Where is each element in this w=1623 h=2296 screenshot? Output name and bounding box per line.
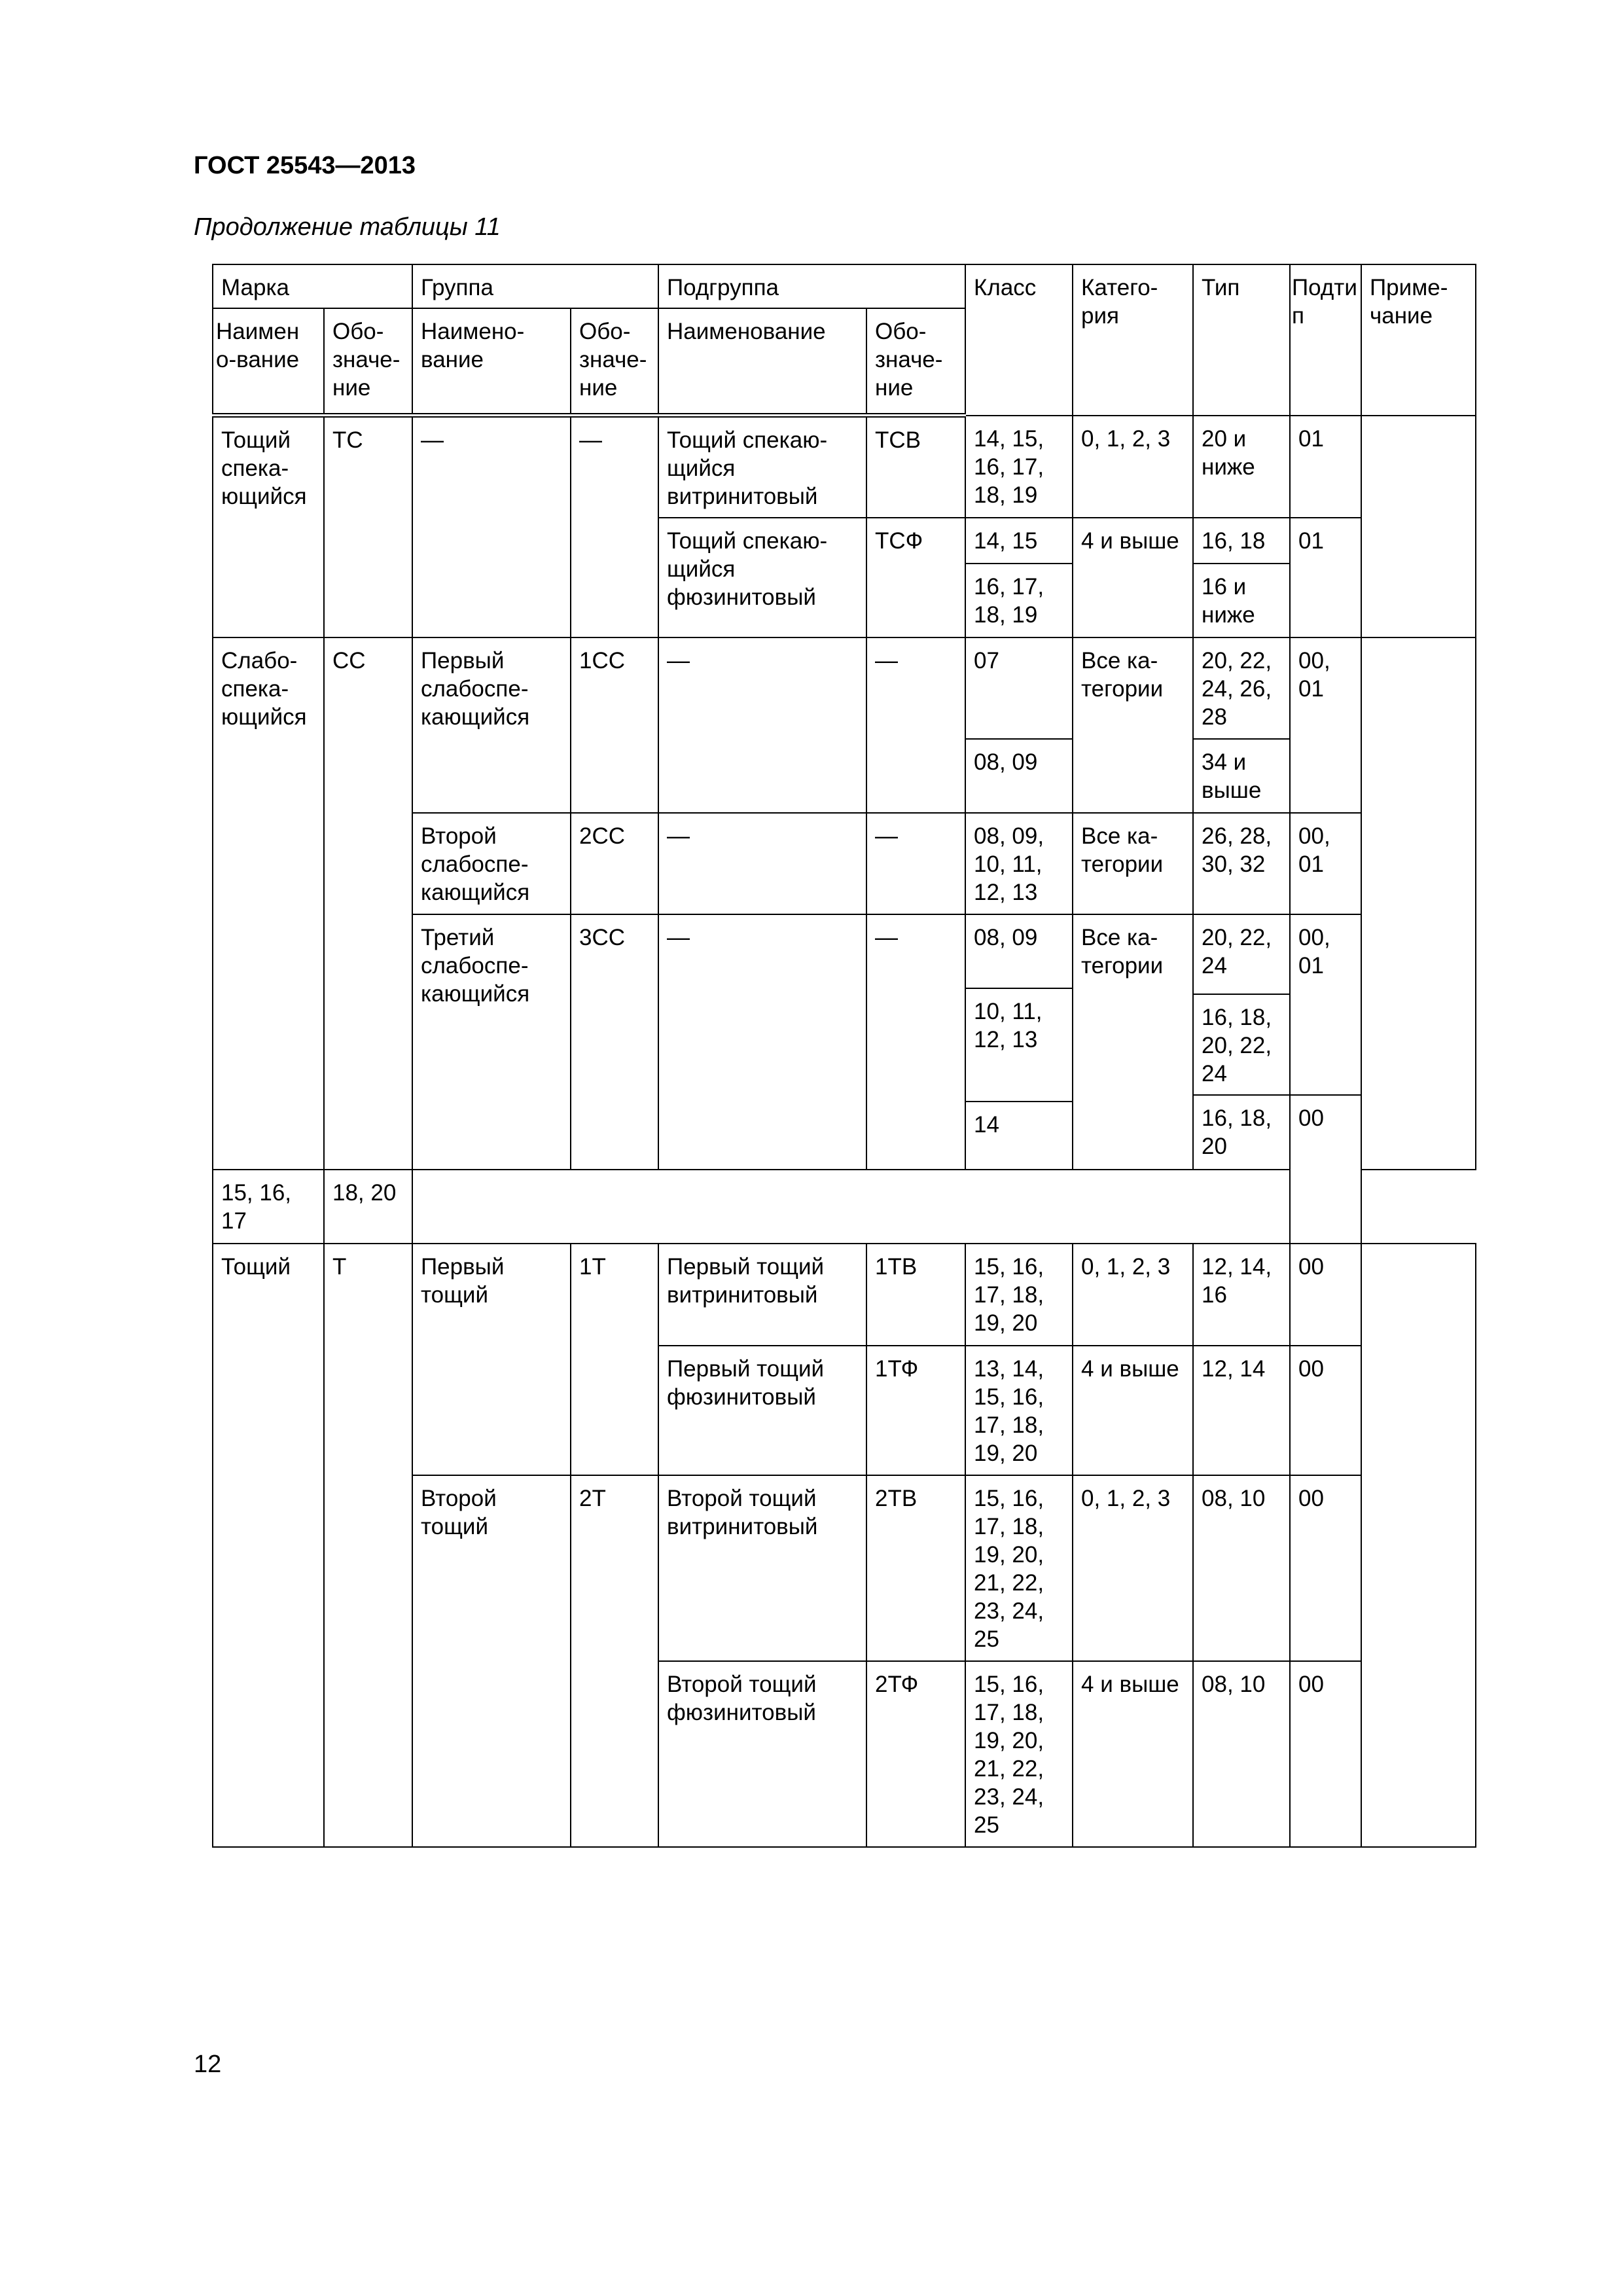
header-tip: Тип (1193, 264, 1290, 416)
ss-g1-klass-b: 08, 09 (965, 739, 1073, 813)
t-g2-sub1-code: 2ТВ (866, 1475, 965, 1661)
t-g1-sub1-code: 1ТВ (866, 1244, 965, 1346)
ts-sub2-kat: 4 и выше (1073, 518, 1193, 637)
t-g1-sub2-kat: 4 и выше (1073, 1346, 1193, 1475)
ts-gruppa-name: — (412, 416, 571, 637)
coal-classification-table (212, 264, 1476, 1848)
t-g1-sub1-podtip: 00 (1290, 1244, 1361, 1346)
t-g1-code: 1Т (571, 1244, 658, 1475)
ss-g2-sub-code: — (866, 813, 965, 914)
t-primechanie (1361, 1244, 1476, 1847)
ss-g3-sub-name: — (658, 914, 866, 1170)
ts-gruppa-code: — (571, 416, 658, 637)
ts-primechanie (1361, 416, 1476, 637)
ts-sub2-klass-b: 16, 17, 18, 19 (965, 564, 1073, 637)
ts-sub1-tip: 20 и ниже (1193, 416, 1290, 518)
ss-marka-code: СС (324, 637, 412, 1170)
ss-g2-kat: Все ка- тегории (1073, 813, 1193, 914)
t-marka-code: Т (324, 1244, 412, 1847)
page-number: 12 (194, 2051, 222, 2078)
ss-g2-name: Второй слабоспе- кающийся (412, 813, 571, 914)
t-g1-sub2-podtip: 00 (1290, 1346, 1361, 1475)
t-g1-name: Первый тощий (412, 1244, 571, 1475)
t-g2-sub2-podtip: 00 (1290, 1661, 1361, 1847)
ss-g1-klass-a: 07 (965, 637, 1073, 739)
header-marka-code: Обо- значе- ние (324, 308, 412, 416)
ts-marka-code: ТС (324, 416, 412, 637)
ss-g1-sub-code: — (866, 637, 965, 813)
table-caption: Продолжение таблицы 11 (194, 213, 501, 241)
ss-g2-podtip: 00, 01 (1290, 813, 1361, 914)
ss-g3-name: Третий слабоспе- кающийся (412, 914, 571, 1170)
ts-sub2-tip-b: 16 и ниже (1193, 564, 1290, 637)
ss-g2-sub-name: — (658, 813, 866, 914)
header-gruppa-name: Наимено- вание (412, 308, 571, 416)
ss-g3-tip-a: 20, 22, 24 (1193, 914, 1290, 994)
header-marka-name: Наимен о-вание (213, 308, 324, 416)
t-g2-sub1-name: Второй тощий витринитовый (658, 1475, 866, 1661)
ts-sub2-name: Тощий спекаю- щийся фюзинитовый (658, 518, 866, 637)
t-g2-sub2-klass: 15, 16, 17, 18, 19, 20, 21, 22, 23, 24, 25 (965, 1661, 1073, 1847)
ss-g3-kat: Все ка- тегории (1073, 914, 1193, 1170)
header-primechanie: Приме- чание (1361, 264, 1476, 416)
t-marka-name: Тощий (213, 1244, 324, 1847)
ss-g1-name: Первый слабоспе- кающийся (412, 637, 571, 813)
ss-g2-klass: 08, 09, 10, 11, 12, 13 (965, 813, 1073, 914)
t-g1-sub1-tip: 12, 14, 16 (1193, 1244, 1290, 1346)
ts-sub2-podtip: 01 (1290, 518, 1361, 637)
ts-sub2-tip-a: 16, 18 (1193, 518, 1290, 564)
ss-g3-podtip-a: 00, 01 (1290, 914, 1361, 1095)
ss-g2-code: 2СС (571, 813, 658, 914)
ss-g3-code: 3СС (571, 914, 658, 1170)
header-gruppa-code: Обо- значе- ние (571, 308, 658, 416)
header-podgruppa-name: Наименование (658, 308, 866, 416)
header-klass: Класс (965, 264, 1073, 416)
t-g1-sub1-klass: 15, 16, 17, 18, 19, 20 (965, 1244, 1073, 1346)
ss-g3-klass-d: 15, 16, 17 (213, 1170, 324, 1244)
ss-g3-tip-b: 16, 18, 20, 22, 24 (1193, 994, 1290, 1095)
t-g1-sub2-name: Первый тощий фюзинитовый (658, 1346, 866, 1475)
ss-g1-tip-b: 34 и выше (1193, 739, 1290, 813)
ss-g3-tip-d: 18, 20 (324, 1170, 412, 1244)
ss-g3-klass-b: 10, 11, 12, 13 (965, 988, 1073, 1102)
t-g2-name: Второй тощий (412, 1475, 571, 1847)
t-g2-sub2-tip: 08, 10 (1193, 1661, 1290, 1847)
ss-g3-sub-code: — (866, 914, 965, 1170)
ss-g2-tip: 26, 28, 30, 32 (1193, 813, 1290, 914)
ss-marka-name: Слабо- спека- ющийся (213, 637, 324, 1170)
ss-g3-klass-a: 08, 09 (965, 914, 1073, 988)
ts-sub1-kat: 0, 1, 2, 3 (1073, 416, 1193, 518)
ts-sub2-klass-a: 14, 15 (965, 518, 1073, 564)
t-g2-code: 2Т (571, 1475, 658, 1847)
header-gruppa: Группа (412, 264, 658, 308)
ss-g1-tip-a: 20, 22, 24, 26, 28 (1193, 637, 1290, 739)
t-g1-sub2-tip: 12, 14 (1193, 1346, 1290, 1475)
t-g2-sub2-code: 2ТФ (866, 1661, 965, 1847)
t-g1-sub2-code: 1ТФ (866, 1346, 965, 1475)
ss-g3-podtip-b: 00 (1290, 1095, 1361, 1244)
ss-g1-sub-name: — (658, 637, 866, 813)
ss-g1-code: 1СС (571, 637, 658, 813)
ts-sub1-code: ТСВ (866, 416, 965, 518)
ss-g3-tip-c: 16, 18, 20 (1193, 1095, 1290, 1170)
t-g2-sub2-kat: 4 и выше (1073, 1661, 1193, 1847)
t-g2-sub1-podtip: 00 (1290, 1475, 1361, 1661)
ts-sub2-code: ТСФ (866, 518, 965, 637)
ts-sub1-name: Тощий спекаю- щийся витринитовый (658, 416, 866, 518)
header-podtip: Подти п (1290, 264, 1361, 416)
t-g1-sub2-klass: 13, 14, 15, 16, 17, 18, 19, 20 (965, 1346, 1073, 1475)
t-g2-sub2-name: Второй тощий фюзинитовый (658, 1661, 866, 1847)
ss-g1-podtip: 00, 01 (1290, 637, 1361, 813)
header-podgruppa: Подгруппа (658, 264, 965, 308)
t-g1-sub1-name: Первый тощий витринитовый (658, 1244, 866, 1346)
t-g2-sub1-tip: 08, 10 (1193, 1475, 1290, 1661)
header-kategoriya: Катего- рия (1073, 264, 1193, 416)
ts-sub1-podtip: 01 (1290, 416, 1361, 518)
ss-g3-klass-c: 14 (965, 1102, 1073, 1170)
header-podgruppa-code: Обо- значе- ние (866, 308, 965, 416)
ss-g1-kat: Все ка- тегории (1073, 637, 1193, 813)
document-header: ГОСТ 25543—2013 (194, 152, 416, 179)
t-g2-sub1-klass: 15, 16, 17, 18, 19, 20, 21, 22, 23, 24, 25 (965, 1475, 1073, 1661)
ss-primechanie (1361, 637, 1476, 1170)
t-g1-sub1-kat: 0, 1, 2, 3 (1073, 1244, 1193, 1346)
ts-marka-name: Тощий спека- ющийся (213, 416, 324, 637)
t-g2-sub1-kat: 0, 1, 2, 3 (1073, 1475, 1193, 1661)
header-marka: Марка (213, 264, 412, 308)
ts-sub1-klass: 14, 15, 16, 17, 18, 19 (965, 416, 1073, 518)
